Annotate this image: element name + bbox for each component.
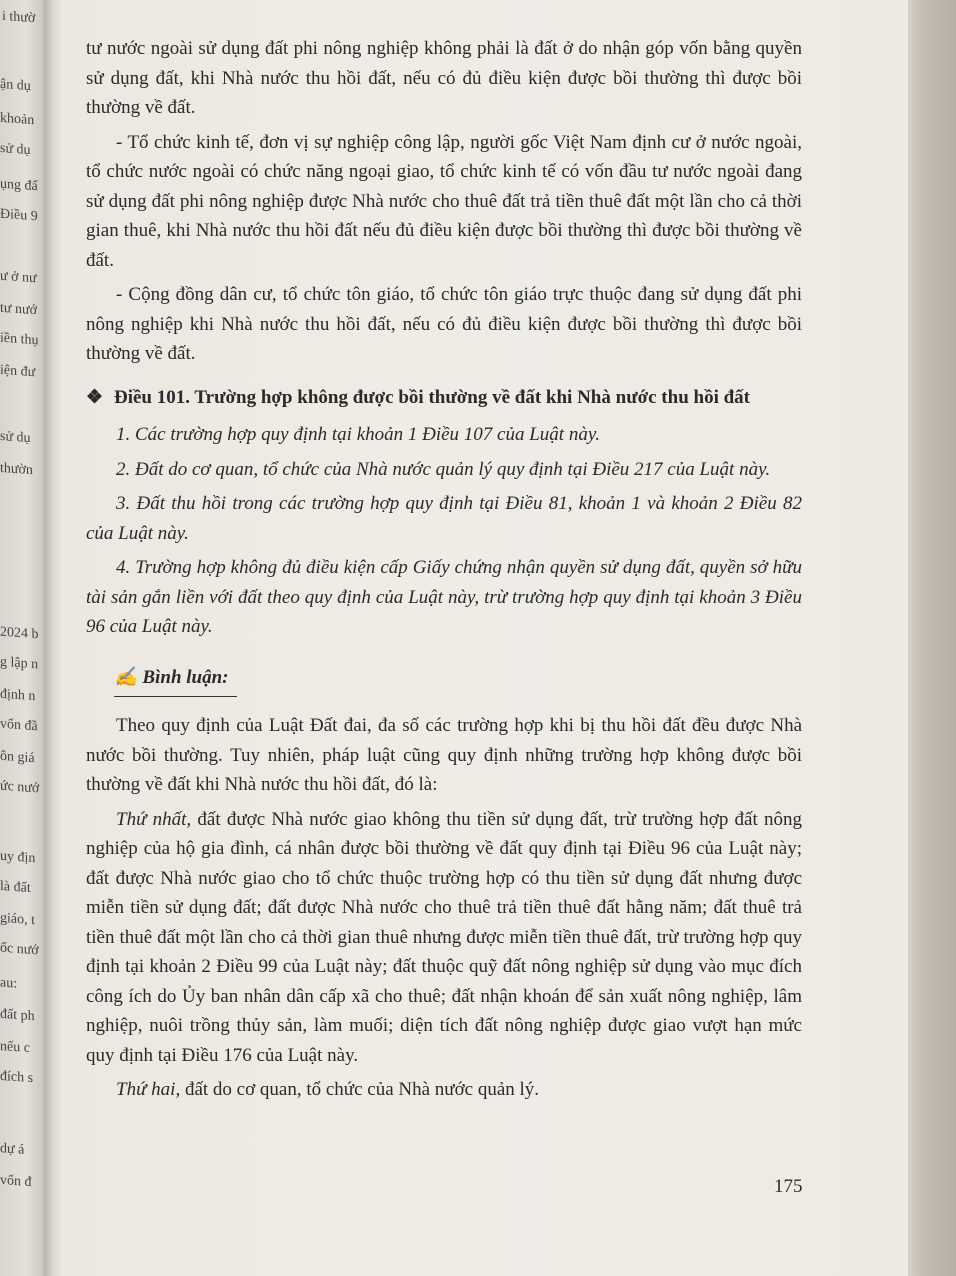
paragraph-economic-orgs: - Tổ chức kinh tế, đơn vị sự nghiệp công lập, người gốc Việt Nam định cư ở nước ngoài, tổ chức nước ngoài có chức năng ngoại giao, tổ chức kinh tế có vốn đầu tư nước ngoài đang sử dụng đất phi nông nghiệp được Nhà nước cho thuê đất trả tiền thuê đất một lần cho cả thời gian thuê, khi Nhà nước thu hồi đất nếu đủ điều kiện được bồi thường thì được bồi thường về đất. bbox=[86, 131, 802, 271]
facing-page-text-fragment: nếu c bbox=[0, 1038, 30, 1057]
page-number: 175 bbox=[774, 1176, 803, 1197]
facing-page-text-fragment: ụng đấ bbox=[0, 176, 38, 195]
facing-page-text-fragment: iện đư bbox=[0, 362, 36, 381]
second-point-lead: Thứ hai, bbox=[116, 1079, 181, 1100]
article-title: Điều 101. Trường hợp không được bồi thường về đất khi Nhà nước thu hồi đất bbox=[114, 386, 750, 408]
facing-page-edge bbox=[0, 0, 44, 1276]
article-item-4: 4. Trường hợp không đủ điều kiện cấp Giấy chứng nhận quyền sử dụng đất, quyền sở hữu tài sản gắn liền với đất theo quy định của Luật này, trừ trường hợp quy định tại khoản 3 Điều 96 của Luật này. bbox=[86, 557, 802, 637]
facing-page-text-fragment: 2024 b bbox=[0, 624, 39, 643]
facing-page-text-fragment: tư nướ bbox=[0, 300, 37, 319]
article-item-3: 3. Đất thu hồi trong các trường hợp quy định tại Điều 81, khoản 1 và khoản 2 Điều 82 của Luật này. bbox=[86, 493, 802, 544]
article-item-2: 2. Đất do cơ quan, tổ chức của Nhà nước quản lý quy định tại Điều 217 của Luật này. bbox=[116, 458, 771, 480]
facing-page-text-fragment: au: bbox=[0, 975, 18, 992]
first-point-text: đất được Nhà nước giao không thu tiền sử dụng đất, trừ trường hợp đất nông nghiệp của hộ gia đình, cá nhân được bồi thường về đất quy định tại Điều 96 của Luật này; đất được Nhà nước giao cho tổ chức thuộc trường hợp có thu tiền sử dụng đất nhưng được miễn tiền sử dụng đất; đất được Nhà nước cho thuê trả tiền thuê đất hằng năm; đất thuê trả tiền thuê đất một lần cho cả thời gian thuê nhưng được miễn tiền thuê đất, trừ trường hợp quy định tại khoản 2 Điều 99 của Luật này; đất thuộc quỹ đất nông nghiệp sử dụng vào mục đích công ích do Ủy ban nhân dân cấp xã cho thuê; đất nhận khoán để sản xuất nông nghiệp, lâm nghiệp, nuôi trồng thủy sản, làm muối; diện tích đất nông nghiệp được giao vượt hạn mức quy định tại Điều 176 của Luật này. bbox=[86, 808, 802, 1066]
book-gutter bbox=[44, 0, 62, 1276]
facing-page-text-fragment: vốn đ bbox=[0, 1172, 32, 1191]
facing-page-text-fragment: uy địn bbox=[0, 848, 36, 867]
facing-page-text-fragment: sử dụ bbox=[0, 428, 31, 447]
facing-page-text-fragment: giáo, t bbox=[0, 910, 35, 929]
second-point-text: đất do cơ quan, tổ chức của Nhà nước quản lý. bbox=[180, 1079, 540, 1100]
commentary-intro: Theo quy định của Luật Đất đai, đa số các trường hợp khi bị thu hồi đất đều được Nhà nước bồi thường. Tuy nhiên, pháp luật cũng quy định những trường hợp không được bồi thường về đất khi Nhà nước thu hồi đất, đó là: bbox=[86, 715, 802, 795]
book-page bbox=[62, 0, 908, 1276]
first-point-lead: Thứ nhất, bbox=[116, 808, 192, 830]
facing-page-text-fragment: ận dụ bbox=[0, 76, 31, 95]
article-heading bbox=[86, 383, 802, 413]
commentary-first-point bbox=[86, 805, 802, 1071]
facing-page-text-fragment: iền thụ bbox=[0, 330, 39, 349]
facing-page-text-fragment: định n bbox=[0, 686, 36, 705]
facing-page-text-fragment: vốn đầ bbox=[0, 716, 38, 735]
commentary-title bbox=[114, 663, 237, 698]
facing-page-text-fragment: khoản bbox=[0, 110, 35, 129]
facing-page-text-fragment: đất ph bbox=[0, 1006, 35, 1025]
facing-page-text-fragment: dự á bbox=[0, 1141, 25, 1158]
paragraph-continuation: tư nước ngoài sử dụng đất phi nông nghiệp không phải là đất ở do nhận góp vốn bằng quyền sử dụng đất, khi Nhà nước thu hồi đất, nếu có đủ điều kiện được bồi thường thì được bồi thường về đất. bbox=[86, 38, 802, 118]
facing-page-text-fragment: là đất bbox=[0, 878, 31, 897]
diamond-bullet-icon: ❖ bbox=[86, 386, 104, 408]
facing-page-text-fragment: sử dụ bbox=[0, 140, 31, 159]
facing-page-text-fragment: Điều 9 bbox=[0, 206, 38, 225]
commentary-second-point bbox=[86, 1075, 802, 1105]
commentary-header bbox=[86, 647, 802, 706]
facing-page-text-fragment: thườn bbox=[0, 460, 33, 479]
page-content bbox=[86, 34, 802, 1110]
paragraph-communities: - Cộng đồng dân cư, tổ chức tôn giáo, tổ chức tôn giáo trực thuộc đang sử dụng đất phi nông nghiệp khi Nhà nước thu hồi đất, nếu có đủ điều kiện được bồi thường thì được bồi thường về đất. bbox=[86, 284, 802, 364]
facing-page-text-fragment: ư ở nư bbox=[0, 268, 37, 287]
facing-page-text-fragment: ức nướ bbox=[0, 778, 40, 797]
article-item-1: 1. Các trường hợp quy định tại khoản 1 Điều 107 của Luật này. bbox=[116, 424, 600, 445]
page-stack-edge bbox=[908, 0, 956, 1276]
pen-icon: ✍ bbox=[114, 666, 138, 688]
facing-page-text-fragment: i thườ bbox=[2, 8, 36, 27]
facing-page-text-fragment: ôn giá bbox=[0, 748, 35, 767]
commentary-title-text: Bình luận: bbox=[142, 666, 229, 688]
facing-page-text-fragment: g lập n bbox=[0, 654, 39, 673]
facing-page-text-fragment: đích s bbox=[0, 1068, 34, 1087]
facing-page-text-fragment: ốc nướ bbox=[0, 940, 39, 959]
